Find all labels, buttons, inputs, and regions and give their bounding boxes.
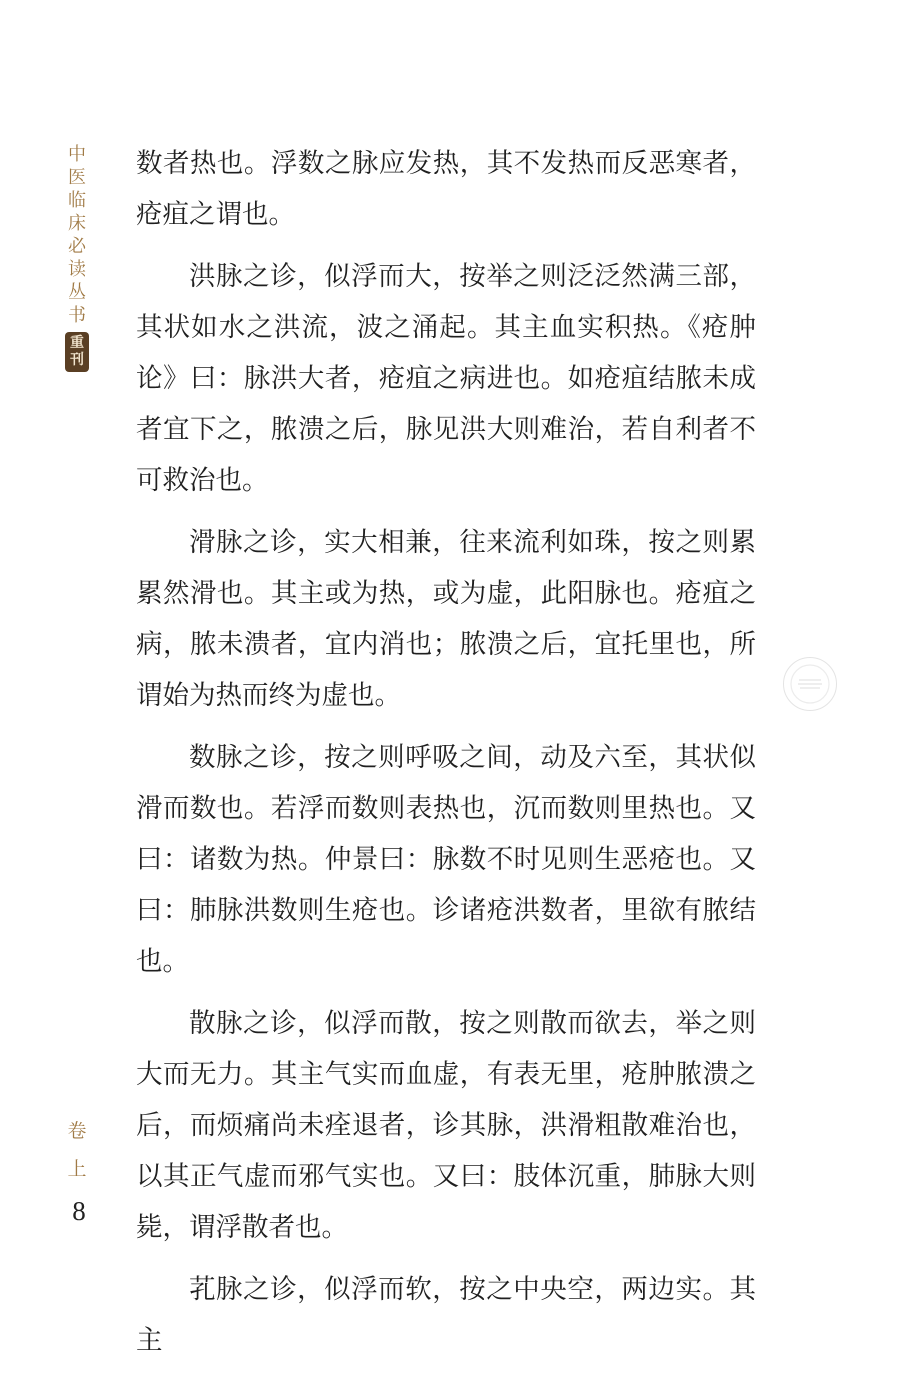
body-text xyxy=(136,138,756,1377)
paragraph: 洪脉之诊，似浮而大，按举之则泛泛然满三部，其状如水之洪流，波之涌起。其主血实积热。《疮肿论》曰：脉洪大者，疮疽之病进也。如疮疽结脓未成者宜下之，脓溃之后，脉见洪大则难治，若自利者不可救治也。 xyxy=(136,261,756,496)
volume-char: 卷 xyxy=(67,1120,87,1142)
paragraph: 芤脉之诊，似浮而软，按之中央空，两边实。其主 xyxy=(136,1274,756,1356)
watermark-stamp-icon xyxy=(783,657,837,711)
series-title-char: 书 xyxy=(68,305,86,326)
series-title-char: 读 xyxy=(68,259,86,280)
series-title-char: 床 xyxy=(68,213,86,234)
paragraph: 滑脉之诊，实大相兼，往来流利如珠，按之则累累然滑也。其主或为热，或为虚，此阳脉也。疮疽之病，脓未溃者，宜内消也；脓溃之后，宜托里也，所谓始为热而终为虚也。 xyxy=(136,527,756,711)
paragraph: 数脉之诊，按之则呼吸之间，动及六至，其状似滑而数也。若浮而数则表热也，沉而数则里热也。又曰：诸数为热。仲景曰：脉数不时见则生恶疮也。又曰：肺脉洪数则生疮也。诊诸疮洪数者，里欲有脓结也。 xyxy=(136,742,756,977)
page-number: 8 xyxy=(72,1196,86,1226)
volume-char: 上 xyxy=(67,1158,87,1180)
reprint-seal xyxy=(65,332,89,372)
series-title-char: 必 xyxy=(68,236,86,257)
series-title-char: 中 xyxy=(68,144,86,165)
paragraph: 散脉之诊，似浮而散，按之则散而欲去，举之则大而无力。其主气实而血虚，有表无里，疮肿脓溃之后，而烦痛尚未痊退者，诊其脉，洪滑粗散难治也，以其正气虚而邪气实也。又曰：肢体沉重，肺脉大则毙，谓浮散者也。 xyxy=(136,1008,756,1243)
series-title xyxy=(60,143,94,372)
series-title-char: 医 xyxy=(68,167,86,188)
series-title-char: 丛 xyxy=(68,282,86,303)
volume-label xyxy=(62,1112,92,1188)
paragraph: 数者热也。浮数之脉应发热，其不发热而反恶寒者，疮疽之谓也。 xyxy=(136,148,756,230)
seal-char: 刊 xyxy=(70,352,84,368)
seal-char: 重 xyxy=(70,335,84,351)
series-title-char: 临 xyxy=(68,190,86,211)
